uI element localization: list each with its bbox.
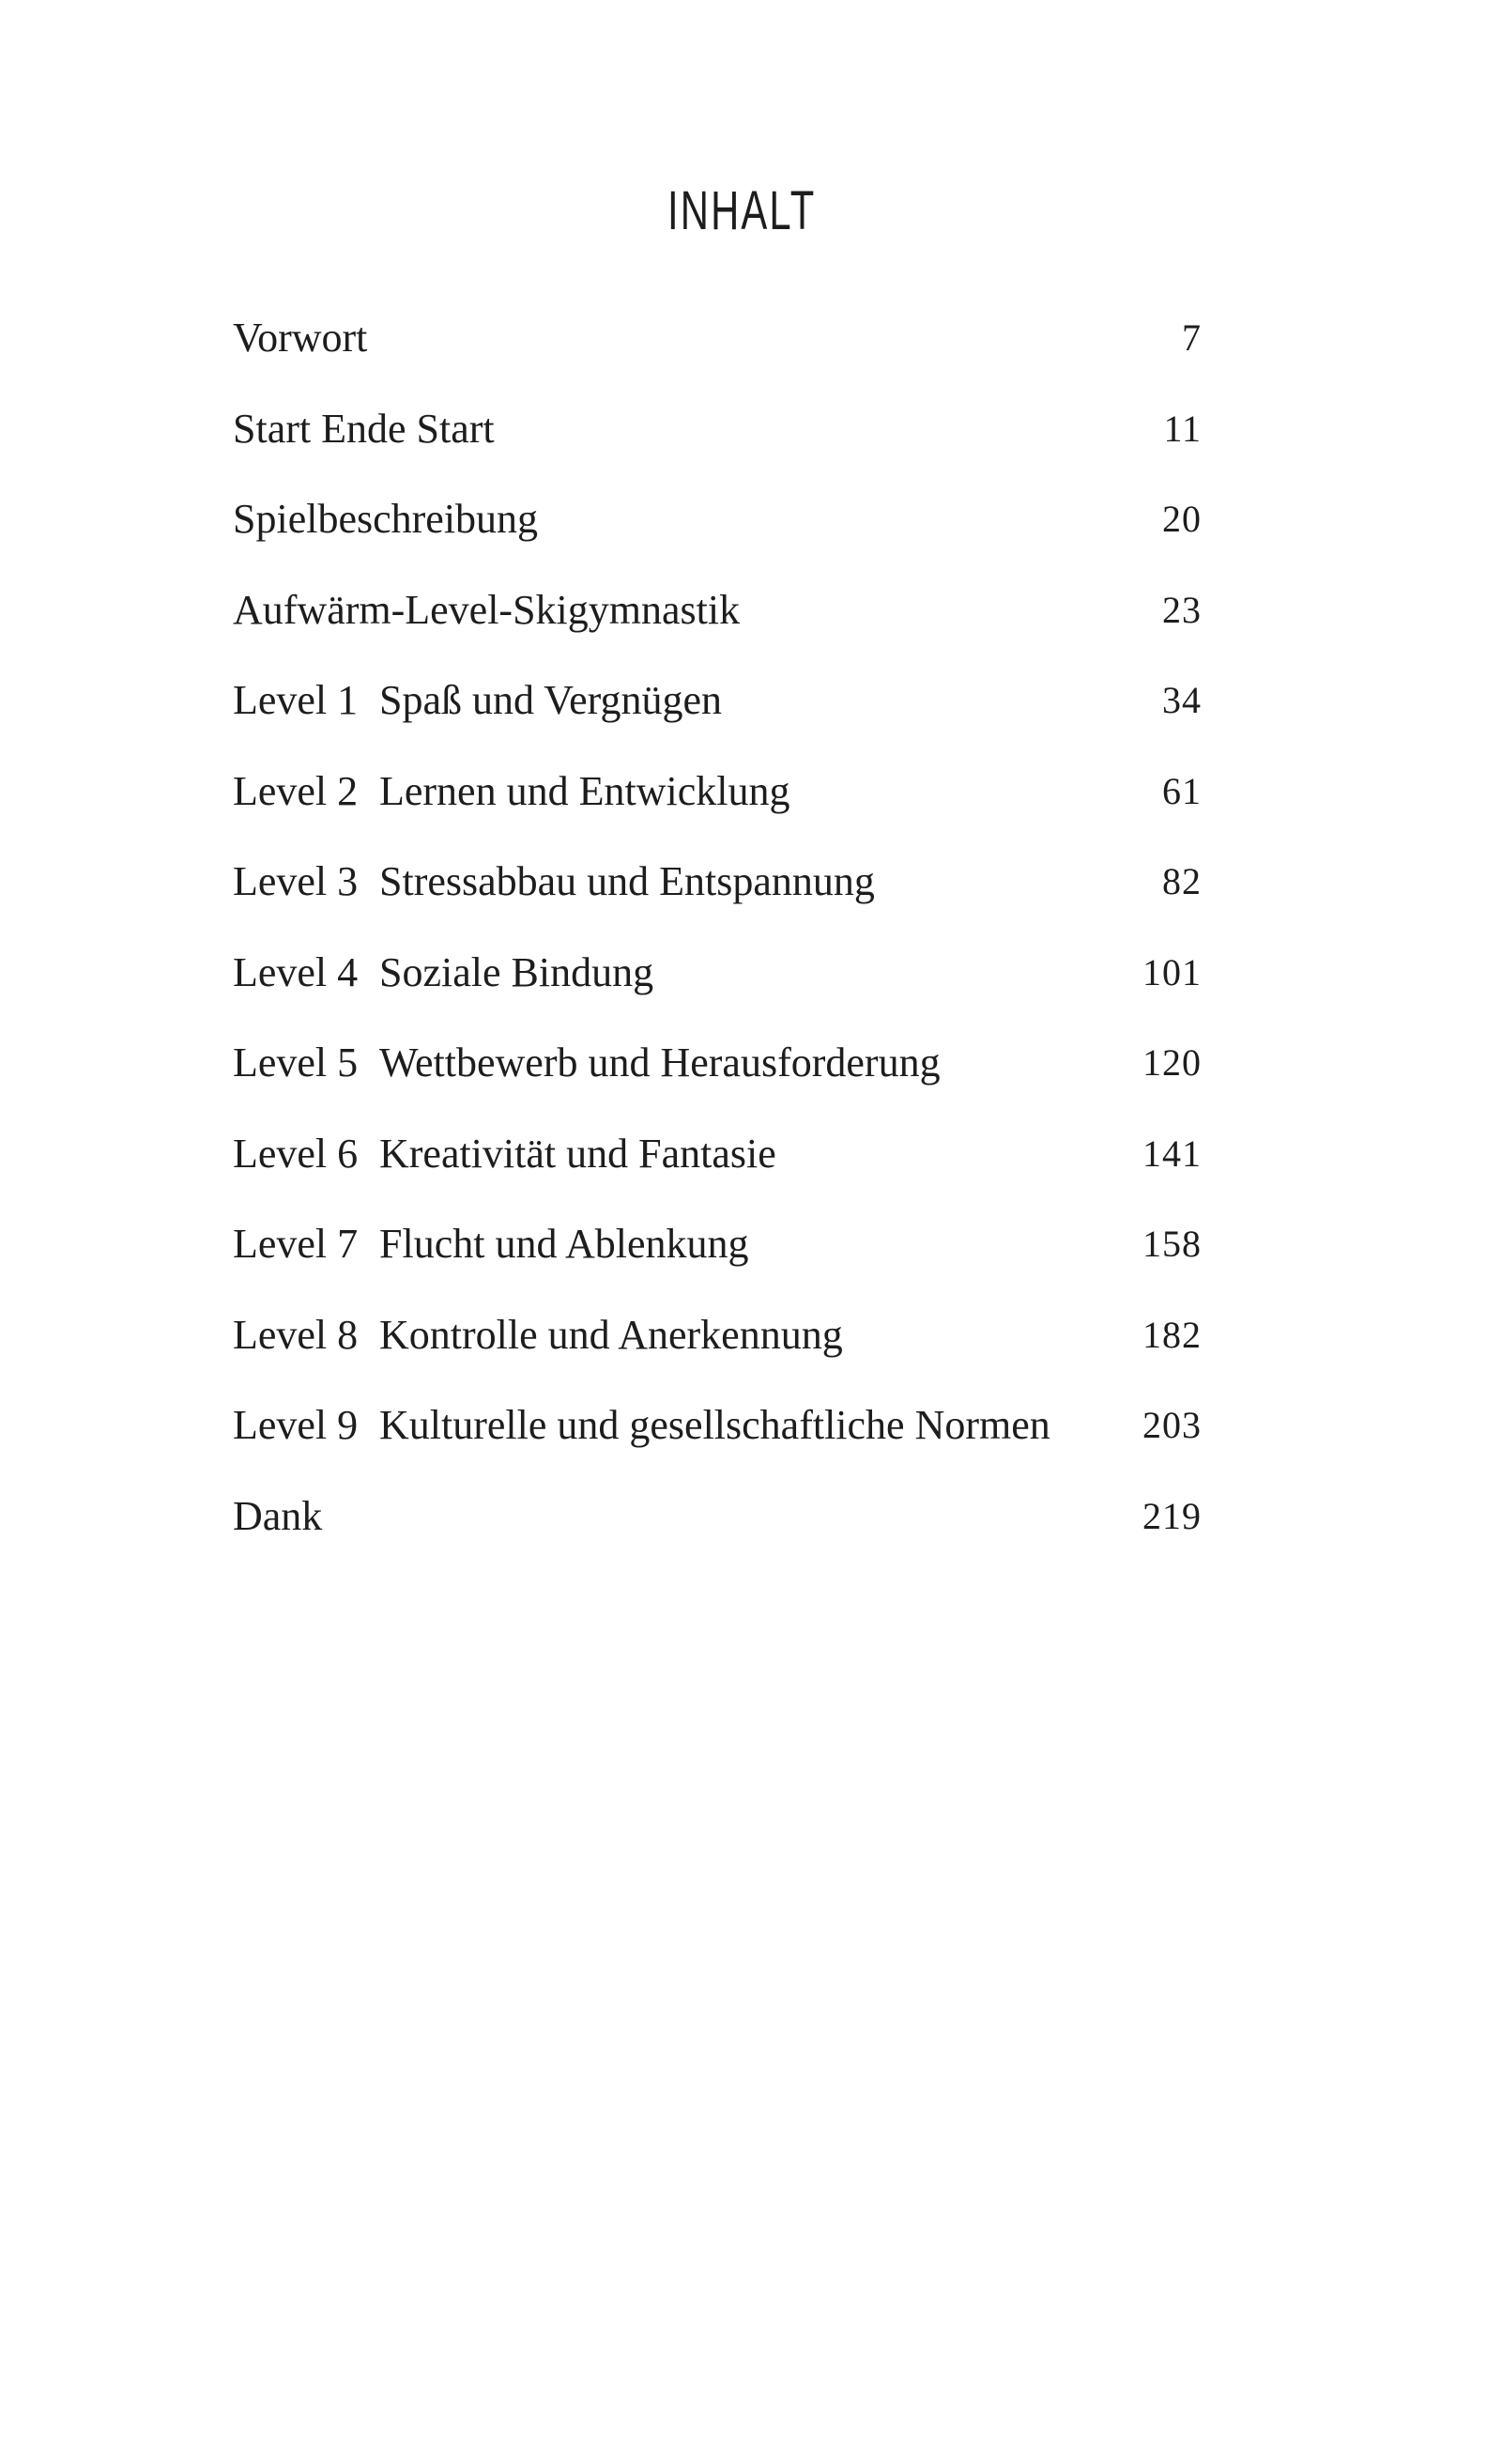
page-title: INHALT	[667, 180, 817, 241]
toc-entry-page-number: 23	[1162, 588, 1202, 631]
toc-entry-page-number: 219	[1142, 1494, 1202, 1537]
toc-entry-title: Kreativität und Fantasie	[379, 1130, 776, 1177]
toc-entry	[233, 1216, 1202, 1307]
toc-entry-title: Aufwärm-Level-Skigymnastik	[233, 586, 741, 633]
toc-entry	[233, 491, 1202, 582]
toc-entry	[233, 582, 1202, 673]
toc-entry	[233, 763, 1202, 855]
toc-entry-level: Level 1	[233, 677, 359, 723]
toc-entry-page-number: 11	[1163, 407, 1202, 450]
toc-entry-title: Soziale Bindung	[379, 948, 654, 995]
toc-entry	[233, 1126, 1202, 1217]
toc-entry-title: Lernen und Entwicklung	[379, 767, 790, 814]
toc-entry-level: Level 2	[233, 767, 359, 814]
toc-entry-title: Vorwort	[233, 315, 368, 361]
toc-entry-title: Kontrolle und Anerkennung	[379, 1311, 843, 1358]
toc-entry	[233, 310, 1202, 401]
toc-entry-title: Flucht und Ablenkung	[379, 1221, 749, 1267]
toc-entry-title: Start Ende Start	[233, 405, 495, 452]
toc-entry-level: Level 7	[233, 1221, 359, 1267]
toc-entry	[233, 1307, 1202, 1398]
toc-entry-page-number: 141	[1142, 1132, 1202, 1175]
toc-entry-page-number: 120	[1142, 1041, 1202, 1084]
toc-entry-level: Level 9	[233, 1402, 359, 1448]
toc-entry-page-number: 158	[1142, 1223, 1202, 1265]
toc-entry-page-number: 7	[1182, 316, 1202, 359]
toc-entry-title: Spaß und Vergnügen	[379, 677, 723, 723]
toc-entry	[233, 1488, 1202, 1579]
toc-entry-page-number: 101	[1142, 950, 1202, 993]
toc-entry-level: Level 5	[233, 1040, 359, 1086]
toc-entry-page-number: 203	[1142, 1404, 1202, 1446]
toc-entry	[233, 1397, 1202, 1488]
toc-entry-level: Level 4	[233, 948, 359, 995]
toc-entry-title: Kulturelle und gesellschaftliche Normen	[379, 1402, 1050, 1448]
toc-entry	[233, 854, 1202, 945]
toc-entry-level: Level 8	[233, 1311, 359, 1358]
table-of-contents	[233, 310, 1202, 1578]
toc-entry-level: Level 6	[233, 1130, 359, 1177]
toc-entry-page-number: 61	[1162, 769, 1202, 812]
toc-entry	[233, 945, 1202, 1036]
toc-entry-title: Dank	[233, 1492, 323, 1539]
toc-entry-page-number: 20	[1162, 498, 1202, 540]
toc-entry-title: Stressabbau und Entspannung	[379, 858, 875, 904]
toc-entry-title: Spielbeschreibung	[233, 496, 539, 542]
toc-entry	[233, 1035, 1202, 1126]
toc-entry	[233, 672, 1202, 763]
toc-entry-page-number: 182	[1142, 1313, 1202, 1356]
toc-entry-level: Level 3	[233, 858, 359, 904]
toc-entry-title: Wettbewerb und Herausforderung	[379, 1040, 941, 1086]
toc-entry-page-number: 34	[1162, 679, 1202, 721]
toc-entry	[233, 401, 1202, 492]
toc-entry-page-number: 82	[1162, 860, 1202, 902]
